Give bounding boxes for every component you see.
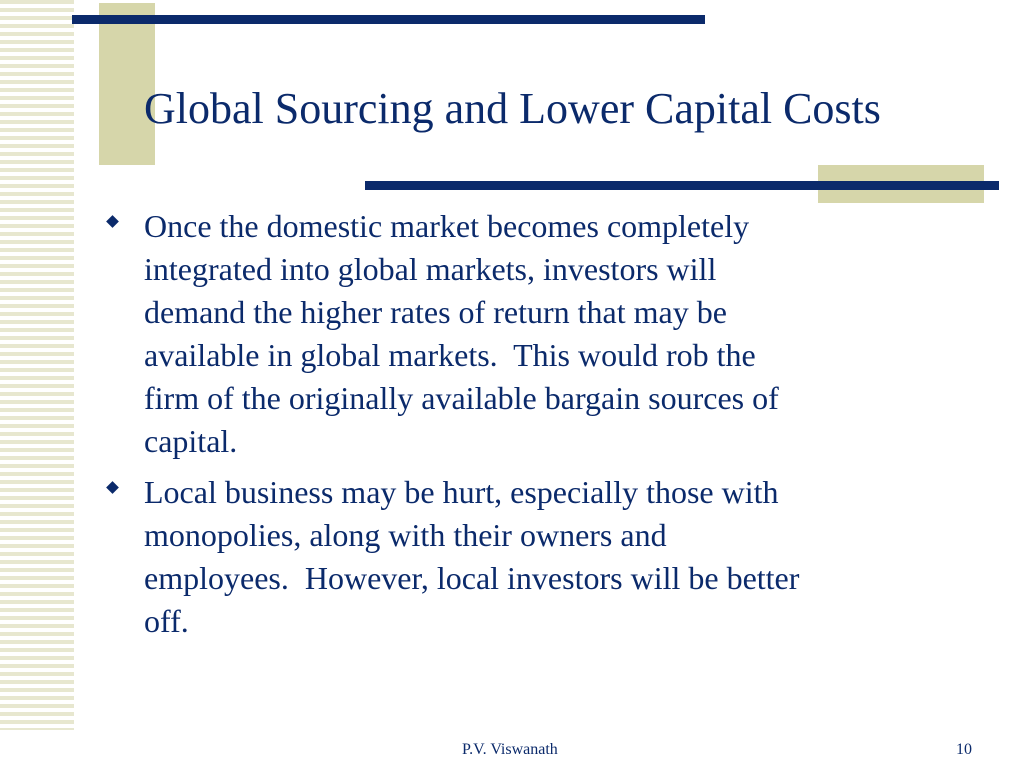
striped-side-band: [0, 0, 74, 730]
page-number: 10: [956, 741, 972, 758]
bottom-rule-line: [365, 181, 999, 190]
bullet-text: Local business may be hurt, especially those with monopolies, along with their owners and employees. However, local investors will be better off.: [144, 474, 800, 639]
bullet-text: Once the domestic market becomes completely integrated into global markets, investors will demand the higher rates of return that may be available in global markets. This would rob the firm of the originally available bargain sources of capital.: [144, 208, 779, 459]
footer-author: P.V. Viswanath: [462, 741, 558, 758]
bullet-item: [104, 205, 974, 463]
bullet-item: [104, 471, 974, 643]
slide-title: Global Sourcing and Lower Capital Costs: [144, 84, 881, 133]
diamond-bullet-icon: [106, 215, 119, 228]
bullet-list: [104, 205, 974, 651]
diamond-bullet-icon: [106, 481, 119, 494]
top-rule-line: [72, 15, 705, 24]
